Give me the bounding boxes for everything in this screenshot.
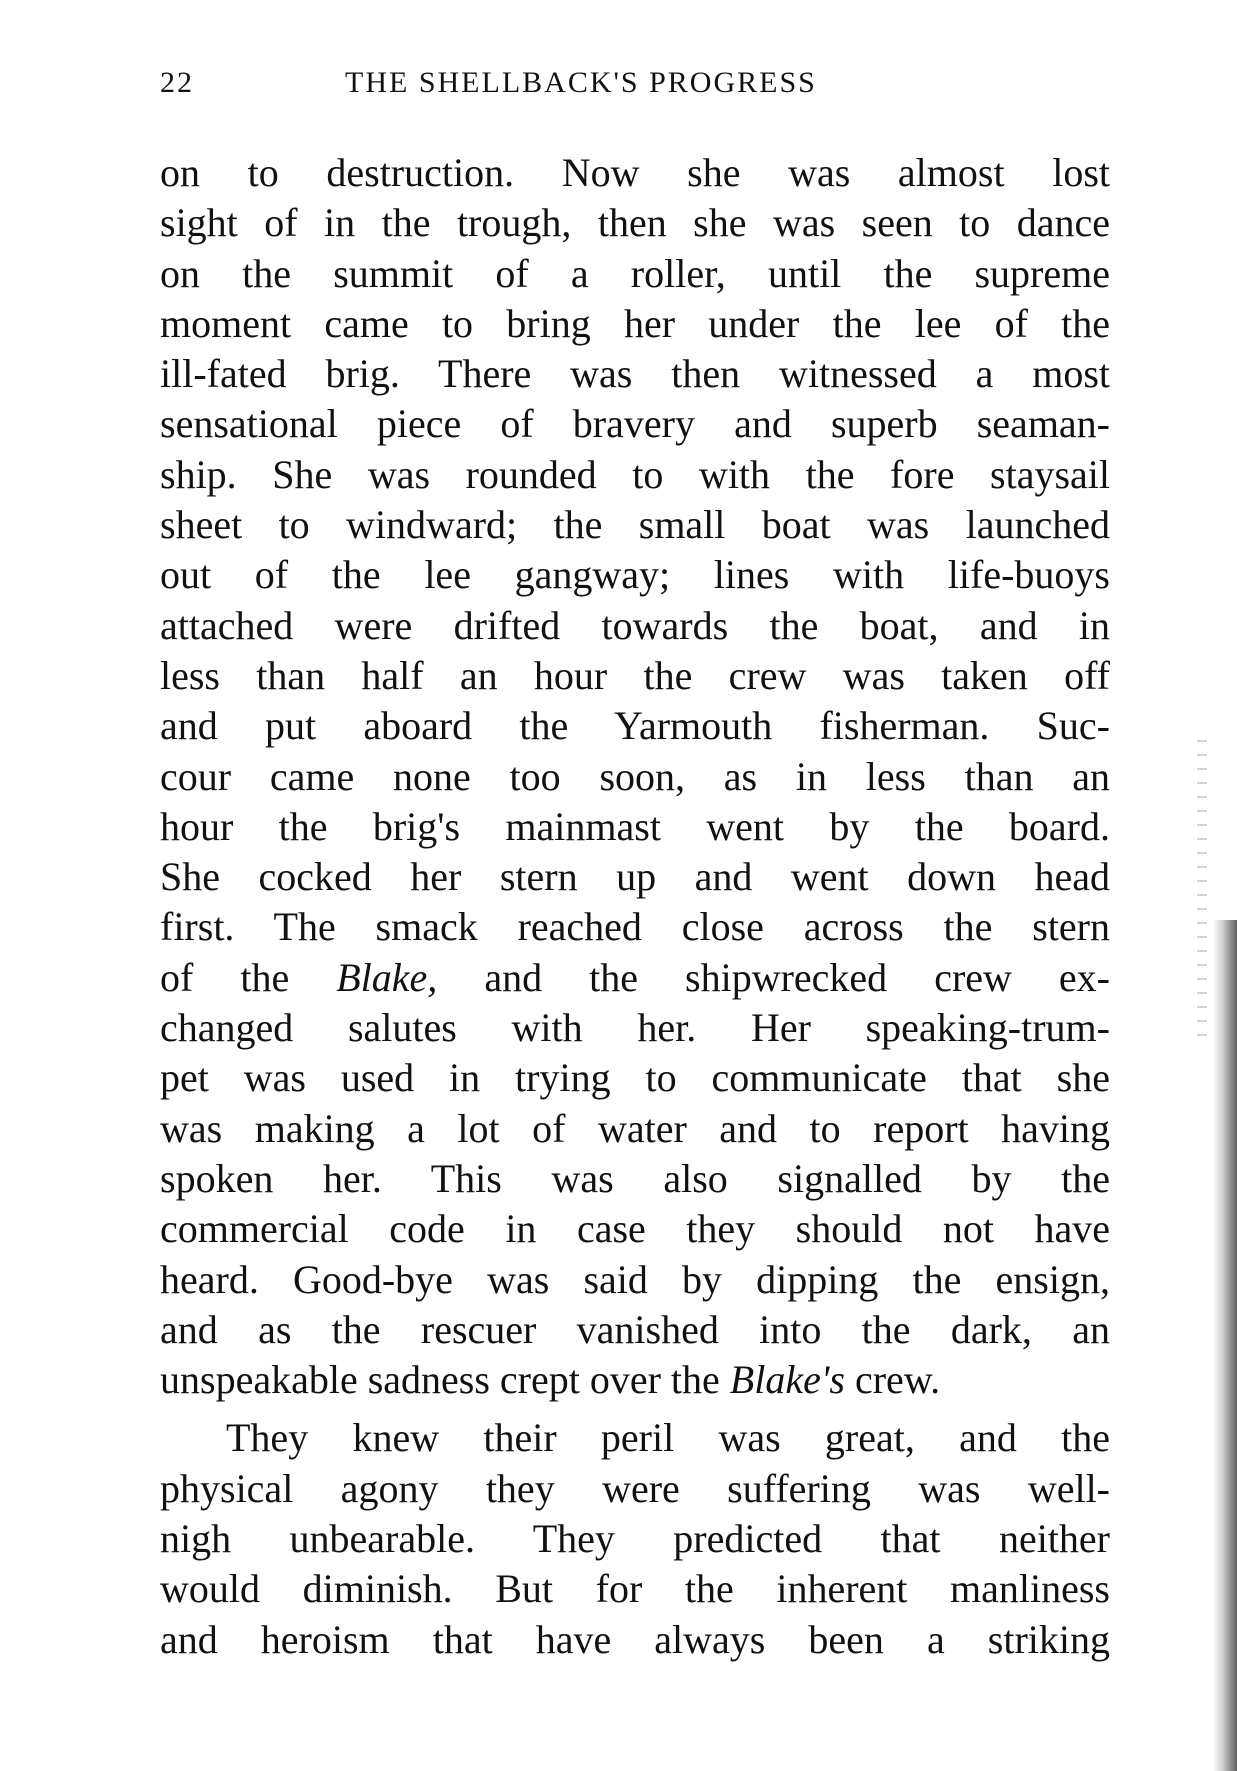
page-number: 22 bbox=[160, 66, 194, 99]
text-line: nigh unbearable. They predicted that neither bbox=[160, 1516, 1110, 1562]
text-line: first. The smack reached close across the stern bbox=[160, 904, 1110, 950]
text-segment: unspeakable sadness crept over the bbox=[160, 1357, 730, 1403]
scan-edge-speckles bbox=[1197, 740, 1207, 1040]
text-line: She cocked her stern up and went down head bbox=[160, 854, 1110, 900]
text-line: was making a lot of water and to report having bbox=[160, 1105, 1110, 1151]
text-line: out of the lee gangway; lines with life-buoys bbox=[160, 552, 1110, 598]
text-line: would diminish. But for the inherent manliness bbox=[160, 1566, 1110, 1612]
text-segment: and the shipwrecked crew ex- bbox=[437, 954, 1111, 1000]
text-line: commercial code in case they should not have bbox=[160, 1206, 1110, 1252]
text-line: sensational piece of bravery and superb seaman- bbox=[160, 401, 1110, 447]
ship-name: Blake's bbox=[729, 1357, 845, 1403]
text-segment: of the bbox=[160, 954, 337, 1000]
page-header bbox=[160, 66, 1100, 110]
running-title: THE SHELLBACK'S PROGRESS bbox=[345, 66, 817, 99]
paragraph-gap bbox=[160, 1405, 1110, 1413]
text-line: heard. Good-bye was said by dipping the ensign, bbox=[160, 1256, 1110, 1302]
text-line: spoken her. This was also signalled by the bbox=[160, 1155, 1110, 1201]
body-text bbox=[160, 148, 1110, 1665]
text-line: pet was used in trying to communicate that she bbox=[160, 1055, 1110, 1101]
text-line: less than half an hour the crew was taken off bbox=[160, 652, 1110, 698]
text-line: sheet to windward; the small boat was launched bbox=[160, 502, 1110, 548]
text-line: hour the brig's mainmast went by the board. bbox=[160, 803, 1110, 849]
scan-page-edge-shadow bbox=[1213, 920, 1237, 1771]
text-line: and heroism that have always been a striking bbox=[160, 1616, 1110, 1662]
text-line: and as the rescuer vanished into the dark, an bbox=[160, 1306, 1110, 1352]
text-line: on to destruction. Now she was almost lost bbox=[160, 150, 1110, 195]
text-line: moment came to bring her under the lee of the bbox=[160, 300, 1110, 346]
text-line: and put aboard the Yarmouth fisherman. Suc- bbox=[160, 703, 1110, 749]
ship-name: Blake, bbox=[336, 954, 438, 1000]
text-line: changed salutes with her. Her speaking-trum- bbox=[160, 1005, 1110, 1051]
text-line: physical agony they were suffering was well- bbox=[160, 1465, 1110, 1511]
text-line: attached were drifted towards the boat, and in bbox=[160, 602, 1110, 648]
text-segment: crew. bbox=[844, 1357, 941, 1403]
text-line: ill-fated brig. There was then witnessed a most bbox=[160, 351, 1110, 397]
text-line-with-ship-name bbox=[160, 953, 1110, 1003]
text-line: sight of in the trough, then she was seen to dance bbox=[160, 200, 1110, 246]
text-line: They knew their peril was great, and the bbox=[226, 1415, 1110, 1461]
text-line: cour came none too soon, as in less than an bbox=[160, 753, 1110, 799]
paragraph-end-line bbox=[160, 1355, 1110, 1405]
text-line: on the summit of a roller, until the supreme bbox=[160, 250, 1110, 296]
text-line: ship. She was rounded to with the fore staysail bbox=[160, 451, 1110, 497]
